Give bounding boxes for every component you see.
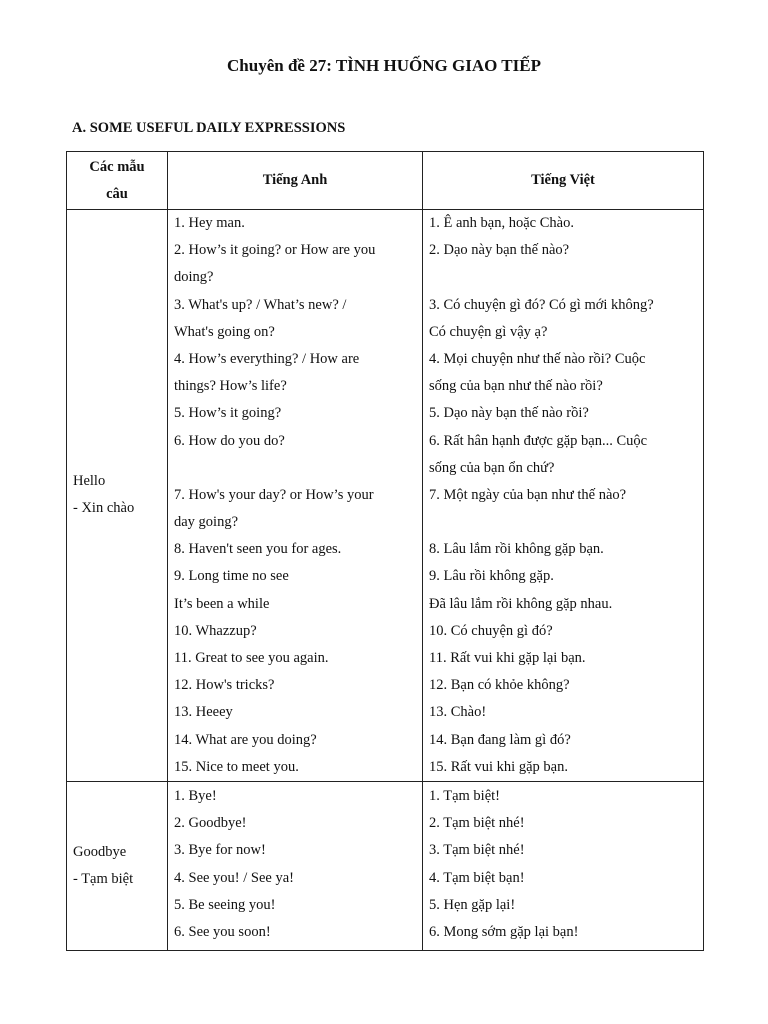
category-cell bbox=[67, 781, 168, 950]
english-line: day going? bbox=[174, 514, 239, 531]
vietnamese-line: 2. Tạm biệt nhé! bbox=[429, 815, 525, 832]
vietnamese-line: 6. Mong sớm gặp lại bạn! bbox=[429, 923, 579, 940]
vietnamese-cell bbox=[423, 210, 704, 782]
english-line: It’s been a while bbox=[174, 595, 270, 612]
vietnamese-line: 1. Ê anh bạn, hoặc Chào. bbox=[429, 215, 574, 231]
vietnamese-line: 3. Có chuyện gì đó? Có gì mới không? bbox=[429, 296, 654, 313]
english-cell bbox=[168, 781, 423, 950]
vietnamese-line: Có chuyện gì vậy ạ? bbox=[429, 323, 548, 340]
vietnamese-line: 5. Dạo này bạn thế nào rồi? bbox=[429, 405, 589, 422]
vietnamese-line: 10. Có chuyện gì đó? bbox=[429, 622, 553, 639]
vietnamese-line: 12. Bạn có khỏe không? bbox=[429, 677, 570, 694]
header-patterns: Các mẫu câu bbox=[67, 152, 168, 210]
vietnamese-cell bbox=[423, 781, 704, 950]
english-line: 2. How’s it going? or How are you bbox=[174, 242, 376, 259]
english-line: 7. How's your day? or How’s your bbox=[174, 486, 374, 503]
category-translation: - Xin chào bbox=[73, 500, 135, 517]
english-line: 5. How’s it going? bbox=[174, 405, 282, 422]
table-body bbox=[67, 210, 704, 951]
vietnamese-line: 11. Rất vui khi gặp lại bạn. bbox=[429, 650, 586, 666]
english-line: doing? bbox=[174, 269, 214, 286]
vietnamese-line: 14. Bạn đang làm gì đó? bbox=[429, 731, 571, 748]
vietnamese-line: 6. Rất hân hạnh được gặp bạn... Cuộc bbox=[429, 432, 648, 449]
table-row-hello bbox=[67, 210, 704, 782]
table-header-row bbox=[67, 152, 704, 210]
category-label: Goodbye bbox=[73, 844, 127, 860]
category-translation: - Tạm biệt bbox=[73, 871, 134, 887]
english-line: 9. Long time no see bbox=[174, 568, 289, 585]
english-line: 3. What's up? / What’s new? / bbox=[174, 296, 347, 313]
vietnamese-line bbox=[429, 264, 697, 291]
english-line bbox=[174, 455, 416, 482]
english-line: 4. How’s everything? / How are bbox=[174, 350, 360, 367]
english-line: 14. What are you doing? bbox=[174, 731, 317, 748]
english-line: 13. Heeey bbox=[174, 704, 233, 721]
english-line: 10. Whazzup? bbox=[174, 622, 257, 639]
vietnamese-line: 5. Hẹn gặp lại! bbox=[429, 896, 516, 913]
english-line: things? How’s life? bbox=[174, 378, 287, 395]
category-cell bbox=[67, 210, 168, 782]
english-line: 11. Great to see you again. bbox=[174, 650, 329, 666]
vietnamese-line: 2. Dạo này bạn thế nào? bbox=[429, 242, 570, 259]
vietnamese-line: 8. Lâu lắm rồi không gặp bạn. bbox=[429, 541, 604, 558]
vietnamese-line: 13. Chào! bbox=[429, 704, 487, 721]
vietnamese-line: 4. Tạm biệt bạn! bbox=[429, 869, 525, 886]
section-heading: A. SOME USEFUL DAILY EXPRESSIONS bbox=[72, 120, 346, 136]
vietnamese-line: 9. Lâu rồi không gặp. bbox=[429, 568, 554, 585]
vietnamese-line: sống của bạn như thế nào rồi? bbox=[429, 378, 603, 395]
header-vietnamese: Tiếng Việt bbox=[423, 152, 704, 210]
expressions-table bbox=[66, 151, 704, 951]
table-row-goodbye bbox=[67, 781, 704, 950]
vietnamese-line bbox=[429, 509, 697, 536]
vietnamese-line: sống của bạn ổn chứ? bbox=[429, 459, 555, 476]
vietnamese-line: 4. Mọi chuyện như thế nào rồi? Cuộc bbox=[429, 350, 646, 367]
english-line: 15. Nice to meet you. bbox=[174, 758, 299, 775]
english-cell bbox=[168, 210, 423, 782]
english-line: 6. See you soon! bbox=[174, 923, 271, 940]
english-line: 12. How's tricks? bbox=[174, 677, 275, 694]
english-line: 1. Hey man. bbox=[174, 215, 245, 231]
english-line: 3. Bye for now! bbox=[174, 842, 266, 859]
vietnamese-line: 1. Tạm biệt! bbox=[429, 787, 501, 804]
vietnamese-line: 15. Rất vui khi gặp bạn. bbox=[429, 758, 568, 775]
header-english: Tiếng Anh bbox=[168, 152, 423, 210]
english-line: What's going on? bbox=[174, 323, 275, 340]
vietnamese-line: Đã lâu lắm rồi không gặp nhau. bbox=[429, 595, 613, 612]
english-line: 4. See you! / See ya! bbox=[174, 869, 294, 886]
vietnamese-line: 3. Tạm biệt nhé! bbox=[429, 842, 525, 859]
english-line: 5. Be seeing you! bbox=[174, 896, 276, 913]
document-title: Chuyên đề 27: TÌNH HUỐNG GIAO TIẾP bbox=[227, 56, 541, 75]
english-line: 2. Goodbye! bbox=[174, 815, 247, 832]
english-line: 8. Haven't seen you for ages. bbox=[174, 541, 342, 558]
english-line: 1. Bye! bbox=[174, 787, 217, 804]
english-line: 6. How do you do? bbox=[174, 432, 285, 449]
vietnamese-line: 7. Một ngày của bạn như thế nào? bbox=[429, 486, 627, 503]
category-label: Hello bbox=[73, 473, 106, 490]
